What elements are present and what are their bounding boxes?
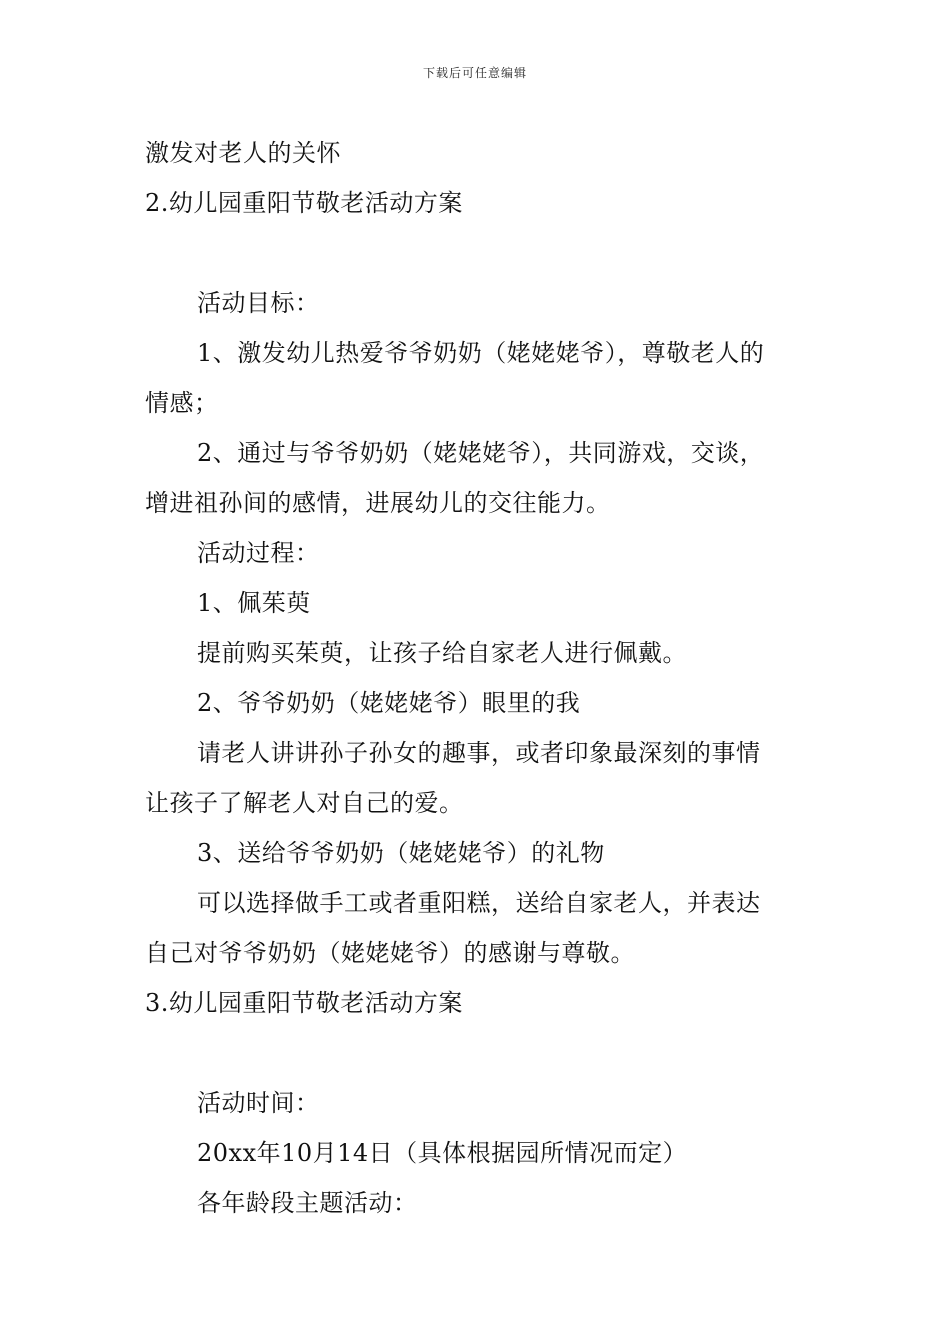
paragraph-line: 1、佩茱萸 bbox=[197, 589, 311, 617]
subheading: 活动时间： bbox=[197, 1089, 320, 1117]
blank-line bbox=[145, 1028, 810, 1078]
paragraph-line: 激发对老人的关怀 bbox=[145, 139, 341, 167]
paragraph-line: 请老人讲讲孙子孙女的趣事，或者印象最深刻的事情 bbox=[197, 739, 761, 767]
paragraph-line: 提前购买茱萸，让孩子给自家老人进行佩戴。 bbox=[197, 639, 687, 667]
paragraph-line: 3、送给爷爷奶奶（姥姥姥爷）的礼物 bbox=[197, 839, 605, 867]
paragraph-line: 各年龄段主题活动： bbox=[197, 1189, 418, 1217]
paragraph-line: 1、激发幼儿热爱爷爷奶奶（姥姥姥爷），尊敬老人的 bbox=[197, 339, 765, 367]
paragraph-line: 增进祖孙间的感情，进展幼儿的交往能力。 bbox=[145, 489, 611, 517]
paragraph-line: 可以选择做手工或者重阳糕，送给自家老人，并表达 bbox=[197, 889, 761, 917]
subheading: 活动过程： bbox=[197, 539, 320, 567]
subheading: 活动目标： bbox=[197, 289, 320, 317]
paragraph-line: 2、通过与爷爷奶奶（姥姥姥爷），共同游戏，交谈， bbox=[197, 439, 765, 467]
document-body bbox=[145, 128, 810, 1228]
section-heading: 3.幼儿园重阳节敬老活动方案 bbox=[145, 989, 463, 1017]
paragraph-line: 20xx年10月14日（具体根据园所情况而定） bbox=[197, 1139, 688, 1167]
paragraph-line: 自己对爷爷奶奶（姥姥姥爷）的感谢与尊敬。 bbox=[145, 939, 635, 967]
paragraph-line: 让孩子了解老人对自己的爱。 bbox=[145, 789, 464, 817]
section-heading: 2.幼儿园重阳节敬老活动方案 bbox=[145, 189, 463, 217]
page-header: 下载后可任意编辑 bbox=[422, 66, 527, 80]
paragraph-line: 2、爷爷奶奶（姥姥姥爷）眼里的我 bbox=[197, 689, 581, 717]
paragraph-line: 情感； bbox=[145, 389, 219, 417]
blank-line bbox=[145, 228, 810, 278]
